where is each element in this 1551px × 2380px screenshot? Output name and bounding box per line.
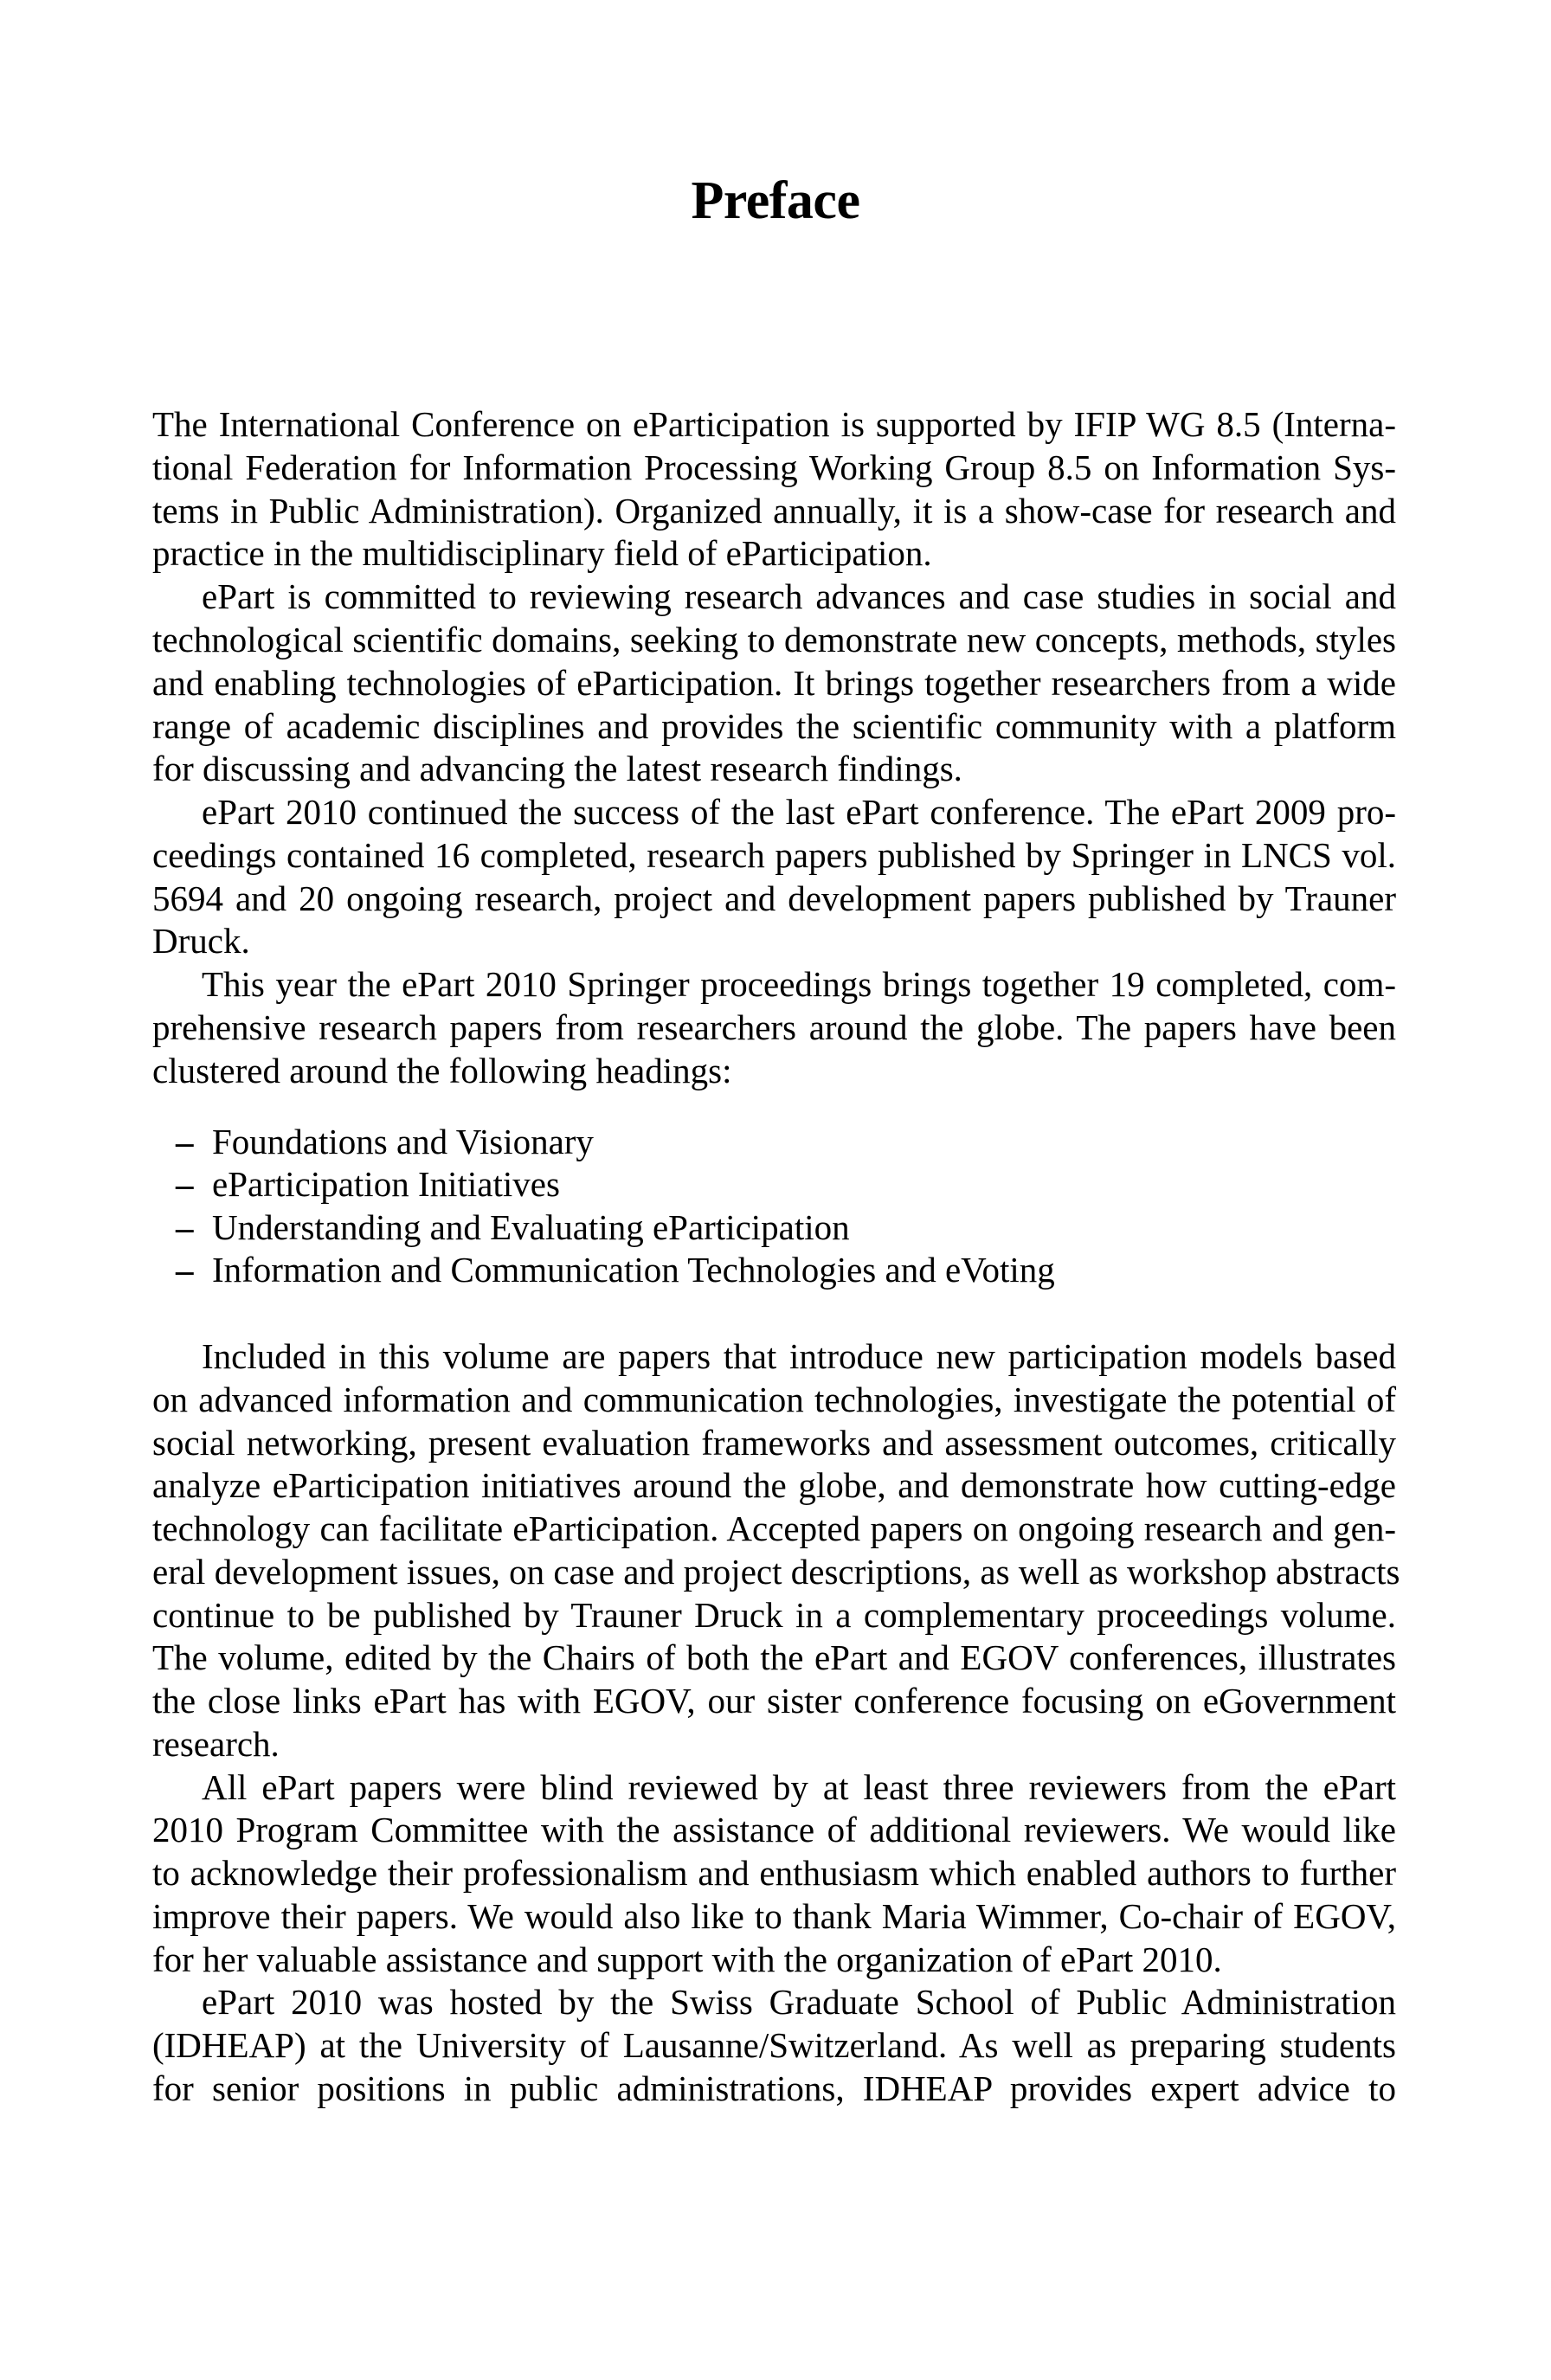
text-line: Druck. xyxy=(152,921,250,961)
dash-bullet-icon: – xyxy=(176,1250,194,1290)
list-item xyxy=(176,1248,1055,1291)
text-line: continue to be published by Trauner Druck in a complementary proceedings volume. xyxy=(152,1595,1396,1635)
page-title: Preface xyxy=(691,171,860,230)
text-line: The International Conference on eParticipation is supported by IFIP WG 8.5 (Interna- xyxy=(152,404,1396,444)
text-line: All ePart papers were blind reviewed by at least three reviewers from the ePart xyxy=(202,1767,1396,1807)
text-line: practice in the multidisciplinary field of eParticipation. xyxy=(152,533,932,573)
list-item xyxy=(176,1162,560,1206)
text-line: for senior positions in public administrations, IDHEAP provides expert advice to xyxy=(152,2068,1396,2108)
list-item-text: Information and Communication Technologies and eVoting xyxy=(212,1250,1055,1290)
dash-bullet-icon: – xyxy=(176,1122,194,1161)
dash-bullet-icon: – xyxy=(176,1207,194,1247)
text-line: and enabling technologies of eParticipation. It brings together researchers from a wide xyxy=(152,663,1396,703)
text-line: eral development issues, on case and project descriptions, as well as workshop abstracts xyxy=(152,1552,1400,1592)
list-item-text: Foundations and Visionary xyxy=(212,1122,594,1161)
text-line: on advanced information and communication technologies, investigate the potential of xyxy=(152,1380,1396,1419)
text-line: improve their papers. We would also like to thank Maria Wimmer, Co-chair of EGOV, xyxy=(152,1896,1396,1936)
text-line: The volume, edited by the Chairs of both the ePart and EGOV conferences, illustrates xyxy=(152,1637,1396,1677)
text-line: ePart is committed to reviewing research advances and case studies in social and xyxy=(202,576,1396,616)
text-line: Included in this volume are papers that introduce new participation models based xyxy=(202,1336,1396,1376)
text-line: 2010 Program Committee with the assistance of additional reviewers. We would like xyxy=(152,1810,1396,1849)
text-line: to acknowledge their professionalism and enthusiasm which enabled authors to further xyxy=(152,1853,1396,1893)
text-line: This year the ePart 2010 Springer proceedings brings together 19 completed, com- xyxy=(202,964,1396,1004)
text-line: for her valuable assistance and support with the organization of ePart 2010. xyxy=(152,1939,1222,1979)
text-line: ceedings contained 16 completed, research papers published by Springer in LNCS vol. xyxy=(152,835,1396,875)
text-line: 5694 and 20 ongoing research, project and development papers published by Trauner xyxy=(152,878,1396,918)
dash-bullet-icon: – xyxy=(176,1164,194,1204)
list-item-text: Understanding and Evaluating eParticipation xyxy=(212,1207,850,1247)
text-line: for discussing and advancing the latest research findings. xyxy=(152,749,962,788)
list-item xyxy=(176,1206,850,1249)
text-line: analyze eParticipation initiatives around the globe, and demonstrate how cutting-edge xyxy=(152,1465,1396,1505)
text-line: tems in Public Administration). Organized annually, it is a show-case for research and xyxy=(152,491,1396,531)
text-line: ePart 2010 continued the success of the last ePart conference. The ePart 2009 pro- xyxy=(202,792,1396,832)
text-line: prehensive research papers from researchers around the globe. The papers have been xyxy=(152,1007,1396,1047)
text-line: technological scientific domains, seeking to demonstrate new concepts, methods, styles xyxy=(152,620,1396,659)
list-item-text: eParticipation Initiatives xyxy=(212,1164,560,1204)
list-item xyxy=(176,1120,594,1163)
text-line: clustered around the following headings: xyxy=(152,1051,732,1090)
text-line: (IDHEAP) at the University of Lausanne/Switzerland. As well as preparing students xyxy=(152,2025,1396,2065)
text-line: range of academic disciplines and provides the scientific community with a platform xyxy=(152,706,1396,746)
text-line: research. xyxy=(152,1724,280,1764)
text-line: technology can facilitate eParticipation. Accepted papers on ongoing research and gen- xyxy=(152,1508,1396,1548)
text-line: the close links ePart has with EGOV, our sister conference focusing on eGovernment xyxy=(152,1681,1396,1721)
text-line: ePart 2010 was hosted by the Swiss Graduate School of Public Administration xyxy=(202,1982,1396,2022)
text-line: social networking, present evaluation frameworks and assessment outcomes, critically xyxy=(152,1423,1396,1463)
text-line: tional Federation for Information Processing Working Group 8.5 on Information Sys- xyxy=(152,447,1396,487)
